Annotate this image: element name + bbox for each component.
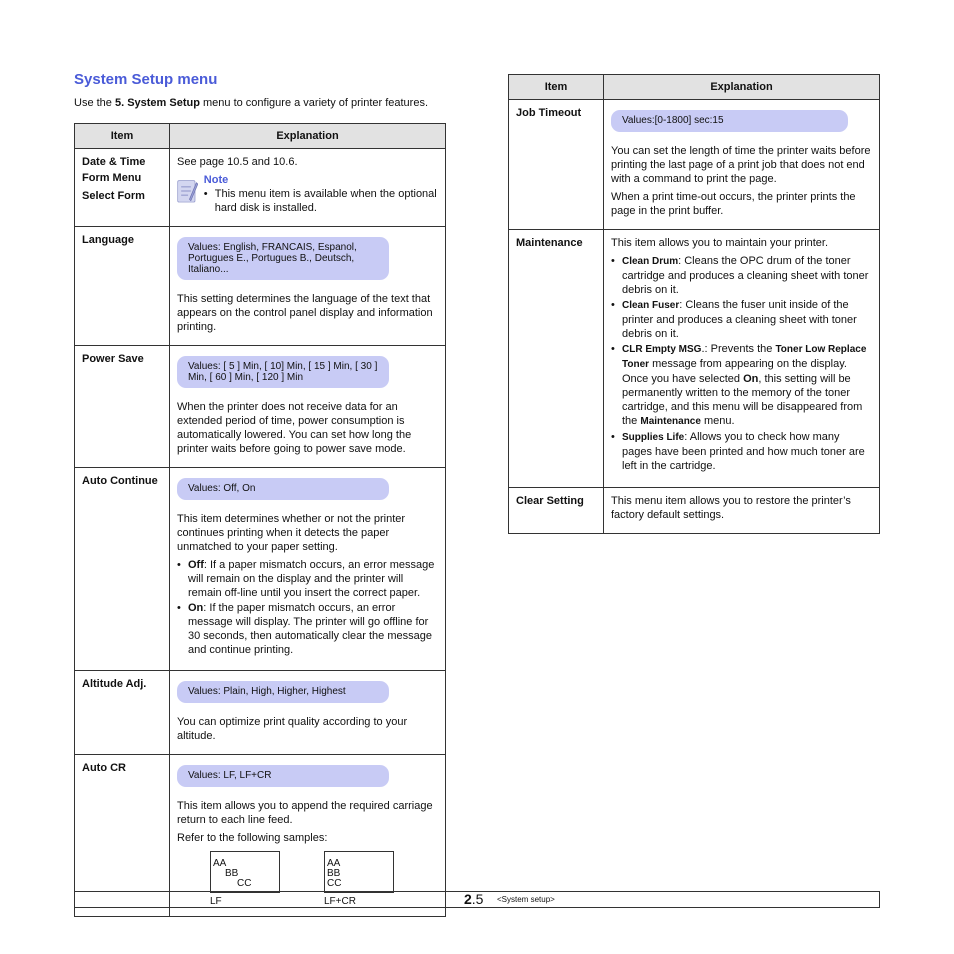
item-select-form: Select Form	[82, 190, 145, 202]
item-power-save: Power Save	[75, 346, 170, 468]
header-item: Item	[75, 124, 170, 149]
toner-low-label: Toner Low Replace Toner	[622, 344, 867, 370]
clr-empty-msg-text-4: menu.	[700, 415, 735, 427]
table-row-date-time	[75, 149, 446, 227]
item-language: Language	[75, 227, 170, 346]
sample-line: CC	[327, 878, 342, 889]
intro-suffix: menu to configure a variety of printer features.	[199, 97, 429, 109]
note-content	[204, 173, 438, 216]
page-number-major: 2	[464, 891, 472, 907]
explanation-cell	[170, 671, 446, 755]
table-row-language	[75, 227, 446, 346]
intro-text	[74, 97, 428, 109]
item-cell	[75, 149, 170, 227]
header-explanation: Explanation	[170, 124, 446, 149]
sample-lf-cr-box	[324, 851, 394, 893]
clr-empty-msg-text-2: message from appearing on the display. Once you have selected	[622, 358, 847, 385]
clean-drum-label: Clean Drum	[622, 256, 679, 267]
list-item	[177, 558, 438, 600]
sample-caption: LF	[210, 896, 222, 907]
maintenance-label: Maintenance	[640, 416, 701, 427]
item-date-time: Date & Time	[82, 156, 146, 168]
supplies-life-text: : Allows you to check how many pages have been printed and how much toner are left in the cartridge.	[622, 431, 865, 472]
sample-line: BB	[225, 868, 239, 879]
values-pill: Values: [ 5 ] Min, [ 10] Min, [ 15 ] Min, [ 30 ] Min, [ 60 ] Min, [ 120 ] Min	[177, 356, 389, 388]
clean-drum-text: : Cleans the OPC drum of the toner cartridge and produces a cleaning sheet with toner debris on it.	[622, 255, 869, 296]
sample-line: AA	[213, 858, 227, 869]
supplies-life-label: Supplies Life	[622, 432, 685, 443]
sample-line: CC	[237, 878, 252, 889]
footer-section-label: <System setup>	[497, 895, 555, 904]
explanation-text: See page 10.5 and 10.6.	[177, 156, 298, 168]
list-item	[177, 601, 438, 657]
explanation-cell	[170, 227, 446, 346]
explanation-cell	[604, 488, 880, 534]
item-clear-setting: Clear Setting	[509, 488, 604, 534]
note-box	[177, 173, 438, 216]
explanation-cell	[170, 149, 446, 227]
list-item	[611, 298, 872, 341]
table-row-altitude	[75, 671, 446, 755]
option-off: Off	[188, 559, 204, 571]
values-pill: Values: Plain, High, Higher, Highest	[177, 681, 389, 703]
explanation-cell	[604, 100, 880, 230]
item-altitude: Altitude Adj.	[75, 671, 170, 755]
page-title: System Setup menu	[74, 71, 218, 88]
item-job-timeout: Job Timeout	[509, 100, 604, 230]
page-footer	[74, 891, 880, 908]
clr-empty-msg-text: .: Prevents the	[701, 343, 776, 355]
clean-fuser-text: : Cleans the fuser unit inside of the printer and produces a cleaning sheet with toner debris on it.	[622, 299, 857, 340]
clr-empty-msg-label: CLR Empty MSG	[622, 344, 702, 355]
note-label: Note	[203, 174, 229, 186]
option-on: On	[188, 602, 204, 614]
explanation-text: This item allows you to maintain your printer.	[611, 237, 829, 249]
table-header-row	[75, 124, 446, 149]
option-off-text: : If a paper mismatch occurs, an error message will remain on the display and the printer will remain off-line until you insert the correct paper.	[188, 559, 435, 599]
table-header-row	[509, 75, 880, 100]
explanation-cell	[170, 346, 446, 468]
table-row-auto-continue	[75, 468, 446, 671]
explanation-text: This menu item allows you to restore the printer’s factory default settings.	[611, 495, 851, 521]
explanation-text-2: Refer to the following samples:	[177, 832, 328, 844]
sample-caption: LF+CR	[324, 896, 356, 907]
clr-empty-msg-text-3: , this setting will be permanently written to the memory of the toner cartridge, and this menu will be disappeared from the	[622, 373, 863, 427]
explanation-text: When the printer does not receive data for an extended period of time, power consumption is automatically lowered. You can set how long the printer waits before going to power save mode.	[177, 401, 412, 455]
list-item	[611, 342, 872, 429]
clean-fuser-label: Clean Fuser	[622, 300, 680, 311]
item-auto-cr: Auto CR	[75, 755, 170, 917]
option-on-text: : If the paper mismatch occurs, an error message will display. The printer will go offline for 30 seconds, then automatically clear the message and continue printing.	[188, 602, 432, 656]
page-number-minor: .5	[471, 891, 484, 907]
explanation-text: This item determines whether or not the printer continues printing when it detects the paper unmatched to your paper setting.	[177, 513, 406, 553]
explanation-text: This setting determines the language of the text that appears on the control panel display and information printing.	[177, 293, 433, 333]
note-list	[204, 187, 438, 215]
values-pill: Values: Off, On	[177, 478, 389, 500]
table-row-job-timeout	[509, 100, 880, 230]
maintenance-list	[611, 254, 872, 473]
values-pill: Values: English, FRANCAIS, Espanol, Portugues E., Portugues B., Deutsch, Italiano...	[177, 237, 389, 280]
on-label: On	[743, 373, 759, 385]
left-settings-table	[74, 123, 446, 917]
table-row-clear-setting	[509, 488, 880, 534]
table-row-power-save	[75, 346, 446, 468]
explanation-text: You can set the length of time the printer waits before printing the last page of a print job that does not end with a command to print the page.	[611, 145, 871, 185]
values-pill: Values:[0-1800] sec:15	[611, 110, 848, 132]
note-pencil-icon	[177, 173, 198, 209]
right-settings-table	[508, 74, 880, 534]
sample-lf-box	[210, 851, 280, 893]
page-number	[464, 891, 483, 907]
header-explanation: Explanation	[604, 75, 880, 100]
item-form-menu: Form Menu	[82, 172, 142, 184]
explanation-cell	[170, 468, 446, 671]
table-row-maintenance	[509, 230, 880, 488]
values-pill: Values: LF, LF+CR	[177, 765, 389, 787]
item-auto-continue: Auto Continue	[75, 468, 170, 671]
explanation-text: This item allows you to append the required carriage return to each line feed.	[177, 800, 433, 826]
item-maintenance: Maintenance	[509, 230, 604, 488]
sample-line: BB	[327, 868, 341, 879]
list-item	[611, 254, 872, 297]
header-item: Item	[509, 75, 604, 100]
explanation-text: You can optimize print quality according to your altitude.	[177, 716, 408, 742]
explanation-text-2: When a print time-out occurs, the printer prints the page in the print buffer.	[611, 191, 856, 217]
sample-line: AA	[327, 858, 341, 869]
note-item: • This menu item is available when the optional hard disk is installed.	[204, 187, 438, 215]
option-list	[177, 558, 438, 657]
intro-menu-name: 5. System Setup	[114, 97, 200, 109]
intro-prefix: Use the	[74, 97, 115, 109]
list-item	[611, 430, 872, 473]
explanation-cell	[604, 230, 880, 488]
